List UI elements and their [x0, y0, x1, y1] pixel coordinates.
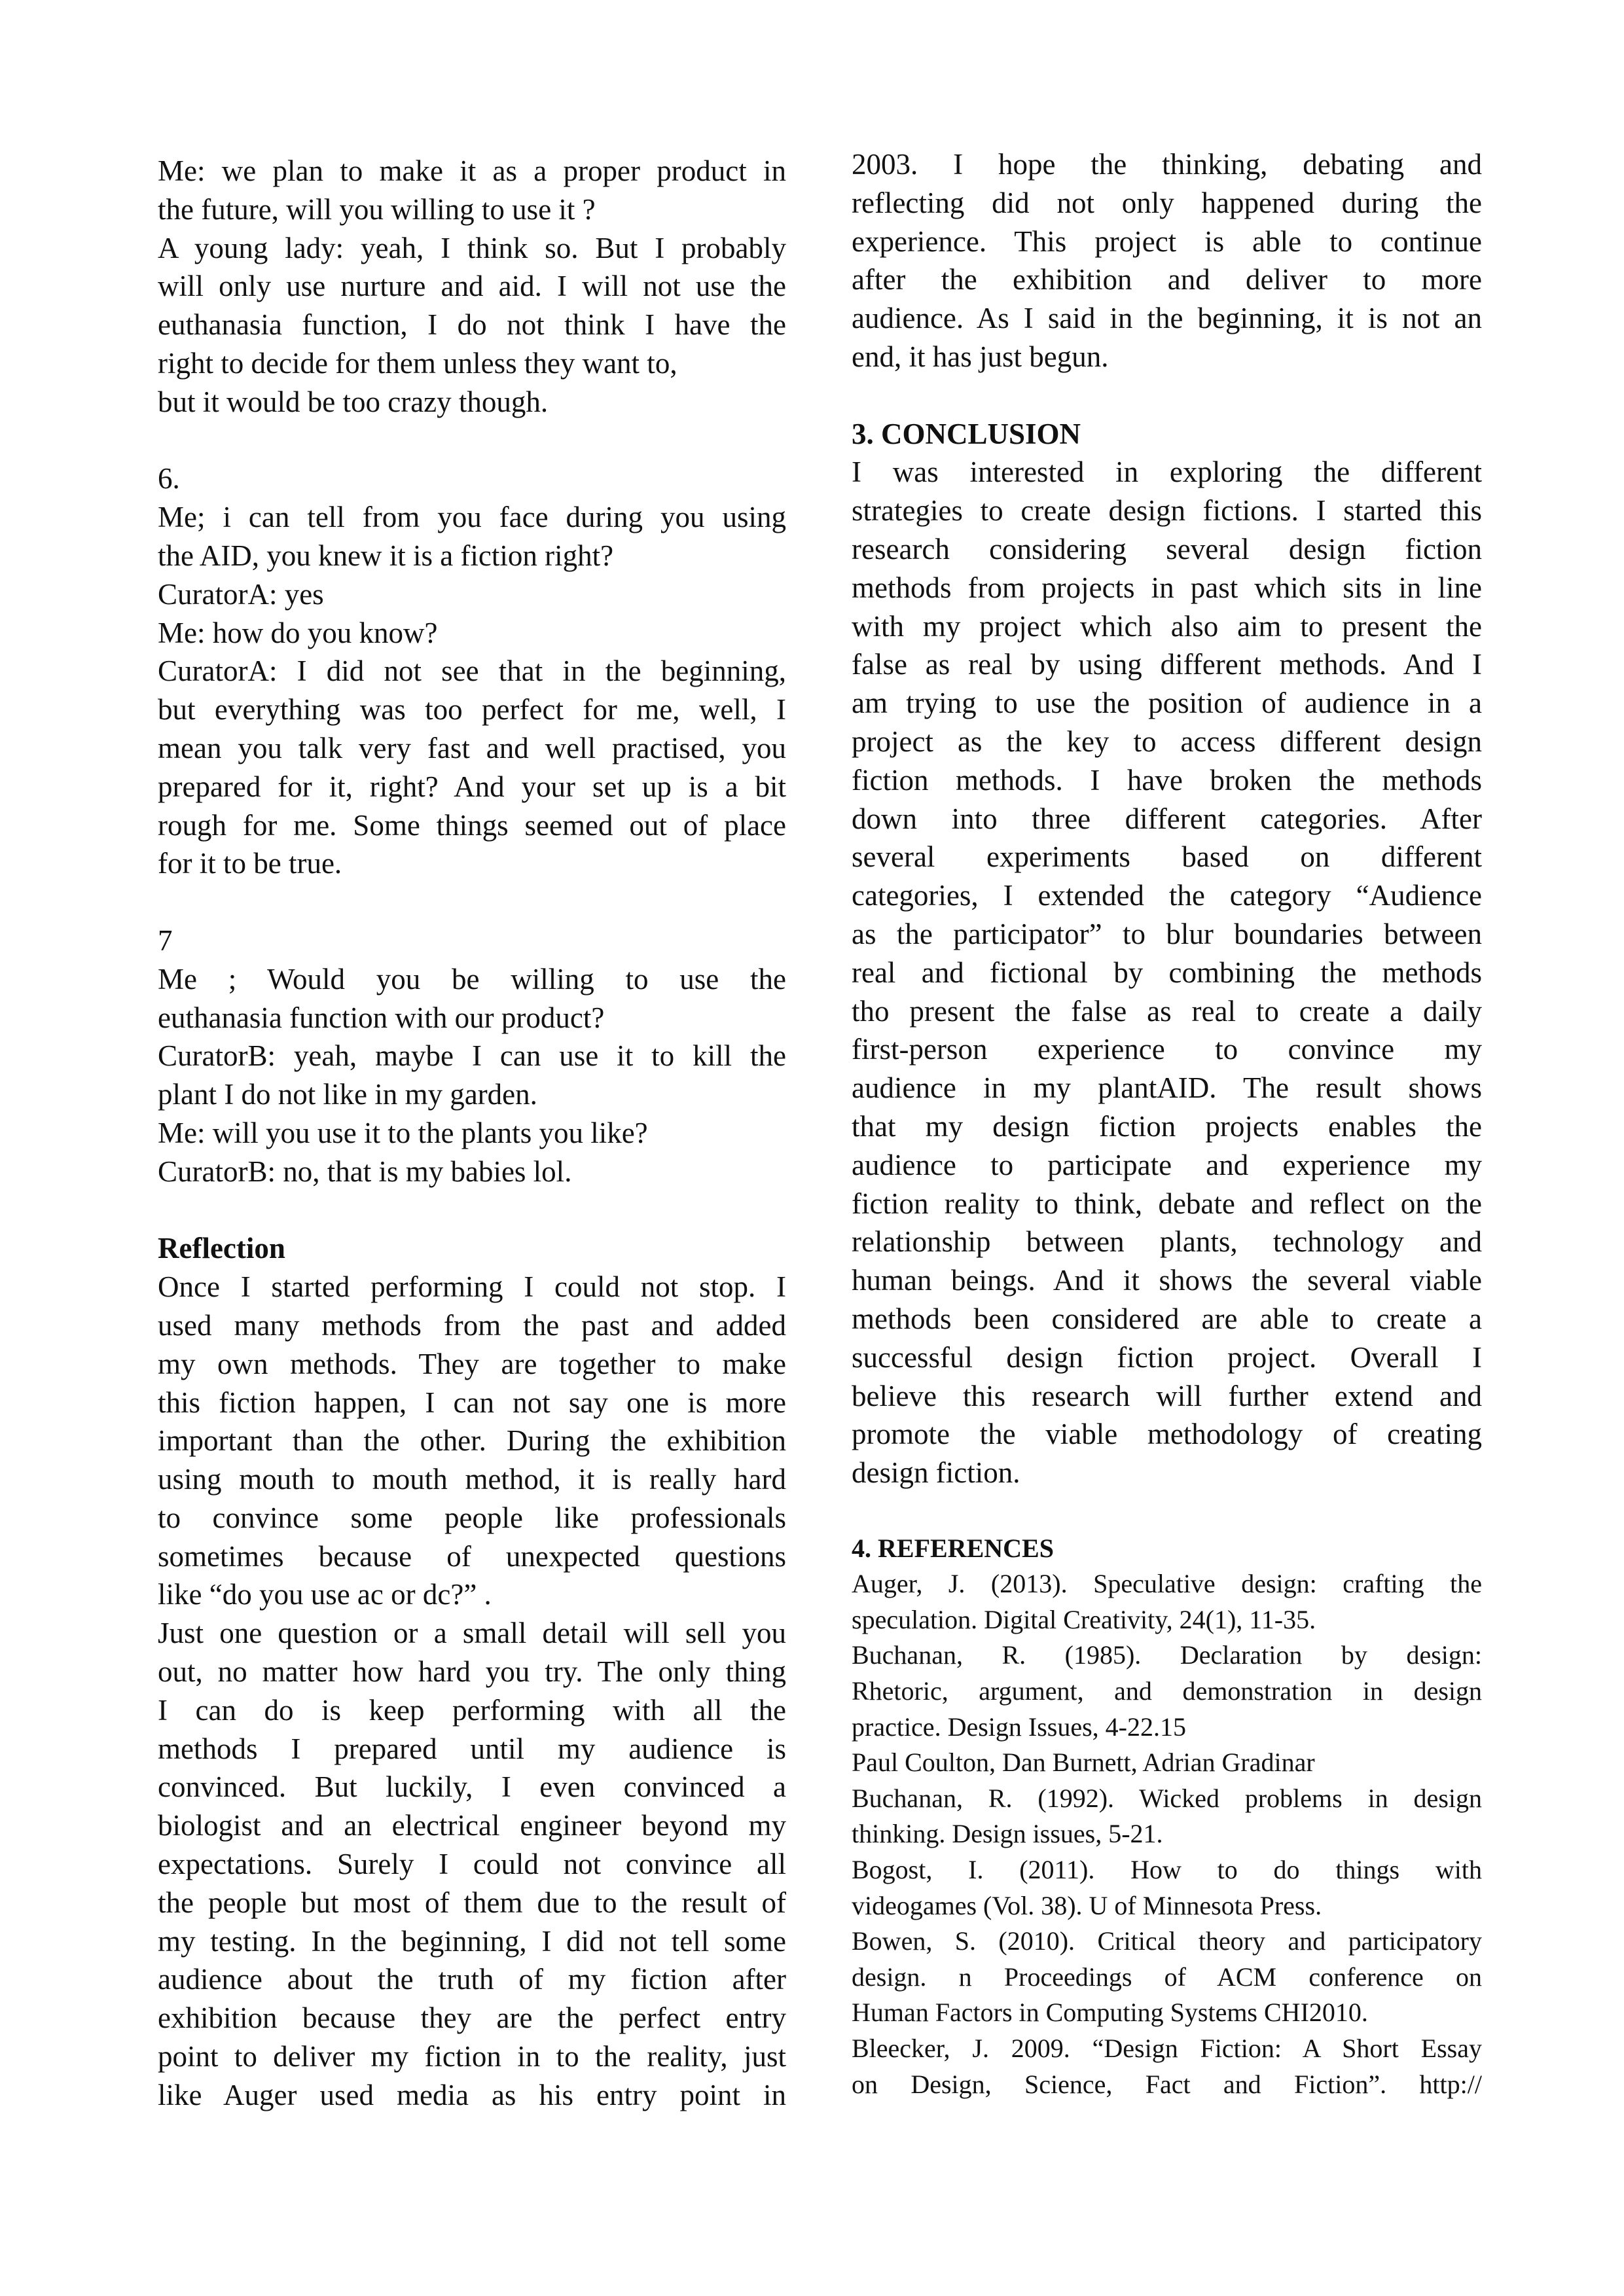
text-line: that my design fiction projects enables the [852, 1109, 1482, 1143]
paragraph [158, 1153, 786, 1191]
text-line: Rhetoric, argument, and demonstration in design [852, 1676, 1482, 1706]
paragraph-spacer [852, 376, 1482, 415]
text-line: speculation. Digital Creativity, 24(1), 11-35. [852, 1604, 1316, 1634]
text-line: design. n Proceedings of ACM conference on [852, 1962, 1482, 1992]
paragraph [158, 1114, 786, 1153]
text-line: audience to participate and experience my [852, 1148, 1482, 1181]
text-line: CuratorB: no, that is my babies lol. [158, 1155, 572, 1188]
text-line: A young lady: yeah, I think so. But I probably [158, 231, 786, 264]
text-line: out, no matter how hard you try. The only thing [158, 1655, 786, 1689]
text-line: Paul Coulton, Dan Burnett, Adrian Gradinar [852, 1748, 1315, 1778]
text-line: expectations. Surely I could not convince all [158, 1848, 786, 1881]
text-line: research considering several design fiction [852, 532, 1482, 565]
reference-entry [852, 1638, 1482, 1745]
text-line: relationship between plants, technology and [852, 1225, 1482, 1259]
text-line: right to decide for them unless they want to, [158, 346, 677, 380]
text-line: Me ; Would you be willing to use the [158, 962, 786, 996]
text-line: 7 [158, 924, 173, 957]
text-line: 3. CONCLUSION [852, 417, 1081, 450]
text-line: methods from projects in past which sits in line [852, 571, 1482, 604]
text-line: audience in my plantAID. The result shows [852, 1071, 1482, 1105]
text-line: Bowen, S. (2010). Critical theory and participatory [852, 1926, 1482, 1956]
text-line: to convince some people like professionals [158, 1501, 786, 1534]
text-line: videogames (Vol. 38). U of Minnesota Press. [852, 1890, 1322, 1920]
paragraph [158, 575, 786, 614]
text-line: CuratorB: yeah, maybe I can use it to kill the [158, 1039, 786, 1073]
paragraph-spacer [158, 1191, 786, 1230]
text-line: thinking. Design issues, 5-21. [852, 1819, 1163, 1849]
text-line: the people but most of them due to the result of [158, 1886, 786, 1919]
paragraph-spacer [852, 1492, 1482, 1531]
text-line: false as real by using different methods. And I [852, 648, 1482, 681]
paragraph [158, 960, 786, 1037]
text-line: my own methods. They are together to make [158, 1347, 786, 1380]
text-line: euthanasia function, I do not think I have the [158, 308, 786, 342]
text-line: like Auger used media as his entry point in [158, 2078, 786, 2111]
text-line: Once I started performing I could not stop. I [158, 1270, 786, 1304]
text-line: several experiments based on different [852, 840, 1482, 874]
text-line: Human Factors in Computing Systems CHI2010. [852, 1998, 1368, 2028]
text-line: strategies to create design fictions. I started this [852, 494, 1482, 528]
paragraph [158, 922, 786, 960]
text-line: prepared for it, right? And your set up is a bit [158, 770, 786, 803]
text-line: promote the viable methodology of creating [852, 1418, 1482, 1451]
paragraph [158, 1614, 786, 2114]
text-line: will only use nurture and aid. I will not use the [158, 270, 786, 303]
text-line: but everything was too perfect for me, well, I [158, 693, 786, 726]
text-line: Buchanan, R. (1992). Wicked problems in design [852, 1783, 1482, 1813]
text-line: point to deliver my fiction in to the reality, just [158, 2040, 786, 2073]
text-line: Bleecker, J. 2009. “Design Fiction: A Short Essay [852, 2034, 1482, 2063]
text-line: sometimes because of unexpected questions [158, 1539, 786, 1573]
left-column [158, 152, 786, 2115]
text-line: Just one question or a small detail will sell you [158, 1617, 786, 1650]
reference-entry [852, 1852, 1482, 1924]
text-line: Auger, J. (2013). Speculative design: crafting the [852, 1569, 1482, 1599]
reference-entry [852, 1924, 1482, 2031]
text-line: the future, will you willing to use it ? [158, 192, 596, 226]
paragraph [158, 344, 786, 383]
text-line: my testing. In the beginning, I did not tell some [158, 1924, 786, 1958]
text-line: human beings. And it shows the several viable [852, 1264, 1482, 1297]
text-line: categories, I extended the category “Audience [852, 879, 1482, 912]
text-line: as the participator” to blur boundaries between [852, 917, 1482, 950]
text-line: like “do you use ac or dc?” . [158, 1578, 492, 1611]
text-line: Me: will you use it to the plants you like? [158, 1116, 648, 1149]
text-line: biologist and an electrical engineer beyond my [158, 1809, 786, 1842]
paragraph [158, 383, 786, 422]
text-line: plant I do not like in my garden. [158, 1078, 537, 1111]
text-line: methods been considered are able to create a [852, 1302, 1482, 1335]
paragraph [852, 145, 1482, 376]
reference-entry [852, 1566, 1482, 1638]
text-line: real and fictional by combining the methods [852, 956, 1482, 989]
text-line: convinced. But luckily, I even convinced a [158, 1770, 786, 1804]
right-column [852, 145, 1482, 2102]
paragraph [158, 652, 786, 883]
text-line: for it to be true. [158, 847, 342, 880]
text-line: 6. [158, 462, 180, 495]
text-line: fiction methods. I have broken the methods [852, 763, 1482, 797]
reference-entry [852, 1781, 1482, 1852]
text-line: audience. As I said in the beginning, it is not an [852, 302, 1482, 335]
paragraph [158, 229, 786, 344]
text-line: with my project which also aim to present the [852, 609, 1482, 643]
text-line: rough for me. Some things seemed out of place [158, 808, 786, 842]
text-line: mean you talk very fast and well practised, you [158, 731, 786, 764]
text-line: euthanasia function with our product? [158, 1001, 605, 1034]
text-line: Buchanan, R. (1985). Declaration by design: [852, 1640, 1482, 1670]
text-line: believe this research will further extend and [852, 1379, 1482, 1412]
text-line: fiction reality to think, debate and reflect on the [852, 1187, 1482, 1220]
paragraph [158, 152, 786, 229]
text-line: the AID, you knew it is a fiction right? [158, 539, 614, 572]
paragraph [158, 1268, 786, 1614]
text-line: project as the key to access different design [852, 725, 1482, 758]
text-line: but it would be too crazy though. [158, 385, 549, 418]
text-line: 2003. I hope the thinking, debating and [852, 148, 1482, 181]
text-line: I can do is keep performing with all the [158, 1693, 786, 1727]
text-line: important than the other. During the exhibition [158, 1424, 786, 1458]
text-line: using mouth to mouth method, it is really hard [158, 1463, 786, 1496]
paragraph [158, 614, 786, 653]
text-line: I was interested in exploring the different [852, 456, 1482, 489]
section-heading [158, 1229, 786, 1268]
reference-entry [852, 2031, 1482, 2102]
text-line: Reflection [158, 1232, 285, 1265]
text-line: Me: we plan to make it as a proper product in [158, 154, 786, 187]
text-line: CuratorA: yes [158, 577, 324, 611]
text-line: practice. Design Issues, 4-22.15 [852, 1712, 1186, 1742]
text-line: audience about the truth of my fiction after [158, 1963, 786, 1996]
text-line: end, it has just begun. [852, 340, 1109, 373]
text-line: tho present the false as real to create a daily [852, 994, 1482, 1028]
section-heading [852, 415, 1482, 454]
text-line: exhibition because they are the perfect entry [158, 2001, 786, 2035]
text-line: 4. REFERENCES [852, 1533, 1054, 1563]
text-line: after the exhibition and deliver to more [852, 263, 1482, 296]
text-line: design fiction. [852, 1456, 1020, 1490]
paragraph-spacer [158, 883, 786, 922]
text-line: Me; i can tell from you face during you using [158, 501, 786, 534]
text-line: on Design, Science, Fact and Fiction”. http:// [852, 2069, 1482, 2099]
reference-entry [852, 1745, 1482, 1781]
text-line: this fiction happen, I can not say one is more [158, 1386, 786, 1419]
text-line: Me: how do you know? [158, 616, 438, 649]
text-line: methods I prepared until my audience is [158, 1732, 786, 1765]
text-line: experience. This project is able to continue [852, 224, 1482, 258]
section-heading [852, 1531, 1482, 1567]
text-line: am trying to use the position of audience in a [852, 687, 1482, 720]
paragraph [158, 1037, 786, 1114]
paragraph [158, 498, 786, 575]
text-line: reflecting did not only happened during the [852, 186, 1482, 219]
text-line: successful design fiction project. Overall I [852, 1340, 1482, 1374]
paragraph-spacer [158, 422, 786, 460]
text-line: first-person experience to convince my [852, 1033, 1482, 1066]
text-line: Bogost, I. (2011). How to do things with [852, 1855, 1482, 1885]
text-line: used many methods from the past and added [158, 1308, 786, 1342]
paragraph [158, 459, 786, 498]
text-line: down into three different categories. After [852, 802, 1482, 835]
paragraph [852, 453, 1482, 1492]
text-line: CuratorA: I did not see that in the beginning, [158, 655, 786, 688]
